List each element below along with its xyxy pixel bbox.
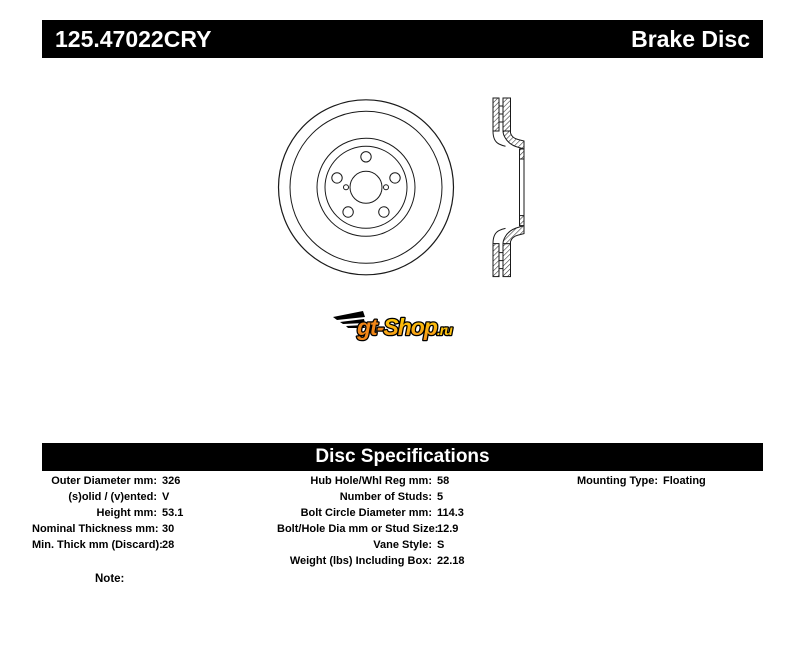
spec-label: Bolt Circle Diameter mm: bbox=[300, 507, 432, 519]
spec-label: Number of Studs: bbox=[339, 491, 432, 503]
spec-row bbox=[277, 537, 465, 553]
spec-value: 58 bbox=[437, 475, 450, 487]
spec-label: Nominal Thickness mm: bbox=[32, 523, 159, 535]
spec-label: Vane Style: bbox=[373, 539, 432, 551]
inboard-plate-section bbox=[503, 244, 511, 277]
logo-text bbox=[356, 314, 453, 340]
inboard-plate-section bbox=[503, 98, 511, 131]
spec-value: 5 bbox=[437, 491, 444, 503]
outboard-plate-section bbox=[493, 244, 499, 277]
hub-center-hole bbox=[350, 171, 382, 203]
spec-label: (s)olid / (v)ented: bbox=[68, 491, 157, 503]
header-bar bbox=[42, 20, 763, 58]
spec-row bbox=[277, 473, 465, 489]
brake-disc-side-view bbox=[493, 98, 524, 277]
brake-disc-front-view bbox=[279, 100, 454, 275]
hat-step-circle bbox=[325, 146, 407, 228]
stud-hole bbox=[390, 173, 400, 183]
spec-label: Outer Diameter mm: bbox=[51, 475, 157, 487]
set-screw-hole bbox=[384, 185, 389, 190]
part-number: 125.47022CRY bbox=[55, 25, 212, 52]
spec-section-title: Disc Specifications bbox=[315, 446, 490, 467]
spec-row bbox=[32, 537, 183, 553]
logo-text-gt: gt- bbox=[357, 314, 384, 340]
hat-outer-circle bbox=[317, 138, 415, 236]
spec-value: 28 bbox=[162, 539, 175, 551]
hat-transition-section bbox=[503, 131, 524, 149]
spec-value: 12.9 bbox=[437, 523, 459, 535]
spec-row bbox=[32, 521, 183, 537]
spec-label: Bolt/Hole Dia mm or Stud Size: bbox=[277, 523, 439, 535]
spec-row bbox=[277, 489, 465, 505]
hat-transition-section bbox=[503, 226, 524, 244]
spec-value: 326 bbox=[162, 475, 181, 487]
spec-label: Weight (lbs) Including Box: bbox=[289, 555, 432, 567]
spec-row bbox=[32, 505, 183, 521]
stud-hole bbox=[332, 173, 342, 183]
spec-row bbox=[277, 521, 465, 537]
outboard-plate-section bbox=[493, 98, 499, 131]
gt-shop-logo bbox=[333, 306, 475, 344]
product-type-title: Brake Disc bbox=[631, 25, 750, 52]
spec-value: 30 bbox=[162, 523, 175, 535]
spec-column-left bbox=[32, 473, 183, 553]
spec-column-middle bbox=[277, 473, 465, 569]
spec-value: 53.1 bbox=[162, 507, 184, 519]
disc-outer-edge bbox=[279, 100, 454, 275]
spec-value: S bbox=[437, 539, 445, 551]
logo-text-ru: .ru bbox=[436, 322, 452, 338]
note-label: Note: bbox=[95, 573, 125, 585]
disc-friction-surface-edge bbox=[290, 111, 442, 263]
spec-label: Min. Thick mm (Discard): bbox=[32, 539, 163, 551]
spec-value: 22.18 bbox=[437, 555, 465, 567]
logo-text-shop: Shop bbox=[383, 314, 437, 340]
spec-row bbox=[277, 553, 465, 569]
spec-row bbox=[574, 473, 706, 489]
stud-hole bbox=[343, 207, 353, 217]
spec-label: Height mm: bbox=[96, 507, 157, 519]
hat-wall-section bbox=[520, 216, 525, 226]
spec-label: Hub Hole/Whl Reg mm: bbox=[310, 475, 432, 487]
brake-disc-technical-drawing bbox=[270, 83, 560, 295]
stud-hole bbox=[361, 152, 371, 162]
spec-row bbox=[32, 473, 183, 489]
spec-row bbox=[32, 489, 183, 505]
hat-wall bbox=[520, 149, 525, 226]
hat-wall-section bbox=[520, 149, 525, 159]
stud-hole bbox=[379, 207, 389, 217]
spec-row bbox=[277, 505, 465, 521]
spec-value: 114.3 bbox=[437, 507, 464, 519]
set-screw-hole bbox=[344, 185, 349, 190]
spec-label: Mounting Type: bbox=[576, 475, 658, 487]
spec-value: V bbox=[162, 491, 170, 503]
spec-value: Floating bbox=[663, 475, 706, 487]
spec-section-bar bbox=[42, 443, 763, 471]
spec-column-right bbox=[574, 473, 706, 489]
cooling-vane-lines bbox=[499, 106, 503, 269]
